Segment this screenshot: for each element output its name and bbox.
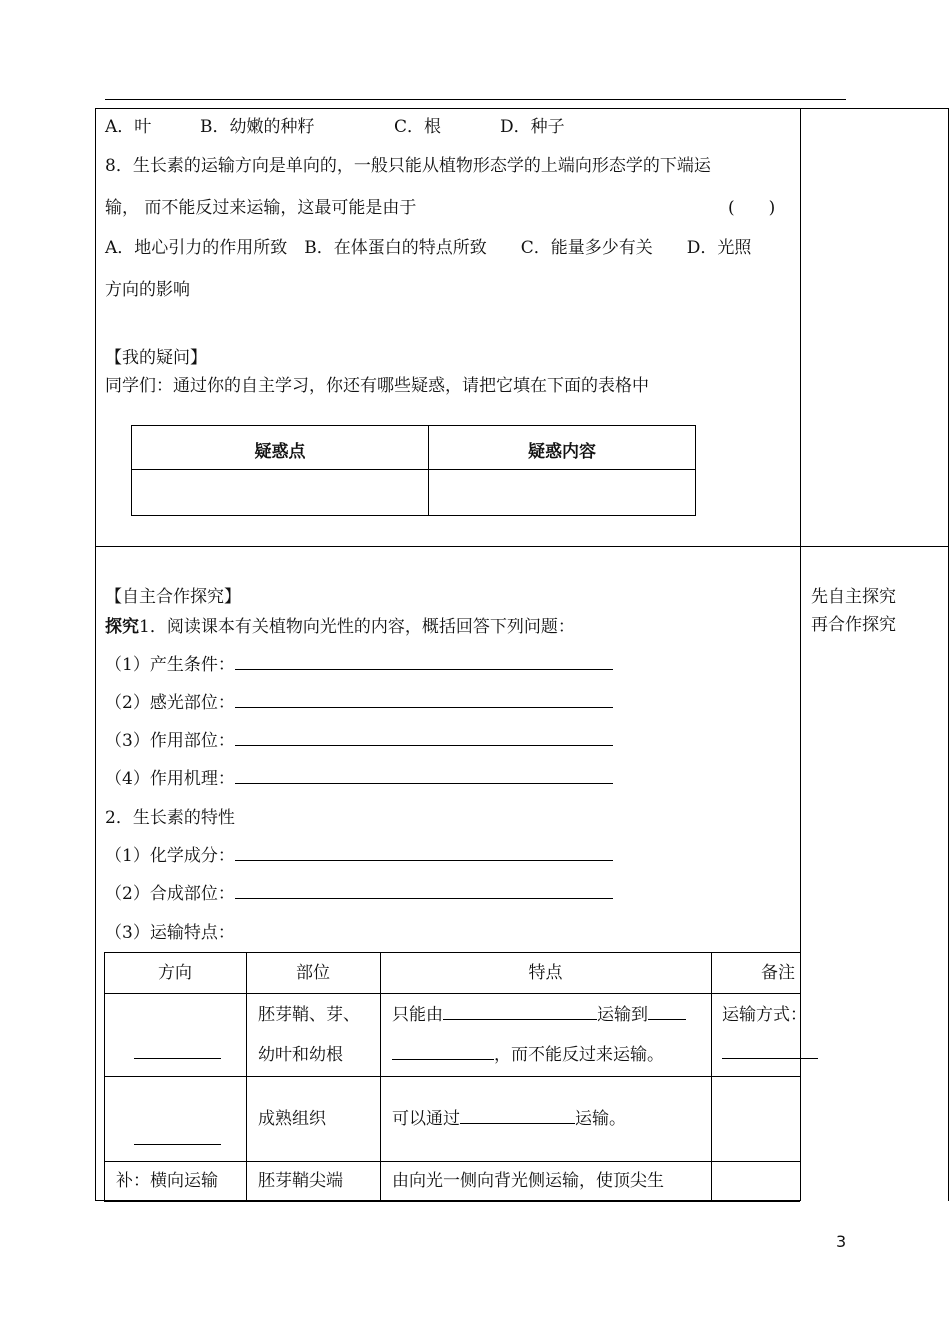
- row2-direction-blank[interactable]: [134, 1128, 221, 1145]
- row1-note: 运输方式：: [722, 1005, 807, 1025]
- acting-label: （3）作用部位：: [105, 731, 235, 751]
- questions-intro: 同学们：通过你的自主学习，你还有哪些疑惑，请把它填在下面的表格中: [105, 376, 649, 396]
- row1-direction-blank[interactable]: [134, 1042, 221, 1059]
- row1-to-blank[interactable]: [648, 1003, 686, 1020]
- row1-note-blank[interactable]: [722, 1042, 818, 1059]
- explore-item2: 2．生长素的特性: [105, 808, 235, 828]
- row2-part: 成熟组织: [258, 1109, 326, 1129]
- q8-answer-paren: ( ): [728, 198, 776, 218]
- transport-header-direction: 方向: [158, 963, 192, 983]
- page-number: 3: [836, 1232, 847, 1251]
- explore-label: 探究: [105, 617, 139, 637]
- side-note-line1: 先自主探究: [811, 587, 896, 607]
- q7-option-a: A．叶: [105, 117, 152, 137]
- synthesis-row: [105, 879, 613, 904]
- composition-label: （1）化学成分：: [105, 846, 235, 866]
- q8-options-line1: A．地心引力的作用所致 B．在体蛋白的特点所致 C．能量多少有关 D．光照: [105, 238, 752, 258]
- row3-direction: 补：横向运输: [116, 1171, 218, 1191]
- sensing-label: （2）感光部位：: [105, 693, 235, 713]
- q7-option-d: D．种子: [500, 117, 565, 137]
- questions-table: [131, 425, 696, 516]
- header-rule: [105, 99, 846, 100]
- questions-col-content: 疑惑内容: [528, 442, 596, 462]
- acting-row: [105, 726, 613, 751]
- mechanism-row: [105, 764, 613, 789]
- q8-text-line1: 8．生长素的运输方向是单向的，一般只能从植物形态学的上端向形态学的下端运: [105, 156, 711, 176]
- row2-feature-tail: 运输。: [575, 1109, 626, 1129]
- frame-left-border: [95, 108, 96, 1201]
- questions-heading: 【我的疑问】: [105, 348, 207, 368]
- composition-row: [105, 841, 613, 866]
- row1-part-line1: 胚芽鞘、芽、: [258, 1005, 360, 1025]
- row3-part: 胚芽鞘尖端: [258, 1171, 343, 1191]
- q8-options-line2: 方向的影响: [105, 280, 190, 300]
- transport-header-feature: 特点: [528, 963, 563, 983]
- transport-header-part: 部位: [296, 963, 330, 983]
- row1-part-line2: 幼叶和幼根: [258, 1045, 343, 1065]
- row1-feature-tail: ，而不能反过来运输。: [494, 1045, 664, 1065]
- mechanism-blank[interactable]: [235, 767, 613, 784]
- synthesis-blank[interactable]: [235, 882, 613, 899]
- q7-option-b: B．幼嫩的种籽: [200, 117, 315, 137]
- questions-cell-point[interactable]: [132, 470, 428, 515]
- explore-item1: 1．阅读课本有关植物向光性的内容，概括回答下列问题：: [139, 617, 575, 637]
- sensing-row: [105, 688, 613, 713]
- row2-feature: [392, 1104, 626, 1129]
- sensing-blank[interactable]: [235, 691, 613, 708]
- q7-option-c: C．根: [394, 117, 442, 137]
- condition-row: [105, 650, 613, 675]
- composition-blank[interactable]: [235, 844, 613, 861]
- side-note-line2: 再合作探究: [811, 615, 896, 635]
- questions-col-point: 疑惑点: [254, 442, 306, 462]
- explore-item1-row: [105, 612, 575, 637]
- frame-top-border: [95, 108, 949, 109]
- frame-divider: [800, 108, 801, 1201]
- row2-feature-via: 可以通过: [392, 1109, 460, 1129]
- row1-to-blank-cont[interactable]: [392, 1043, 494, 1060]
- row1-feature-to: 运输到: [597, 1005, 648, 1025]
- acting-blank[interactable]: [235, 729, 613, 746]
- row2-via-blank[interactable]: [460, 1107, 575, 1124]
- condition-blank[interactable]: [235, 653, 613, 670]
- row1-feature-from: 只能由: [392, 1005, 443, 1025]
- q8-text-line2: 输， 而不能反过来运输，这最可能是由于: [105, 198, 417, 218]
- row1-feature-line2: [392, 1040, 664, 1065]
- synthesis-label: （2）合成部位：: [105, 884, 235, 904]
- row1-from-blank[interactable]: [443, 1003, 597, 1020]
- row3-feature: 由向光一侧向背光侧运输，使顶尖生: [392, 1171, 664, 1191]
- frame-section-divider: [95, 546, 949, 547]
- transport-label: （3）运输特点：: [105, 923, 235, 943]
- transport-header-note: 备注: [761, 963, 795, 983]
- frame-right-border: [948, 108, 949, 1201]
- condition-label: （1）产生条件：: [105, 655, 235, 675]
- explore-heading: 【自主合作探究】: [105, 587, 241, 607]
- questions-cell-content[interactable]: [429, 470, 695, 515]
- row1-feature-line1: [392, 1000, 686, 1025]
- mechanism-label: （4）作用机理：: [105, 769, 235, 789]
